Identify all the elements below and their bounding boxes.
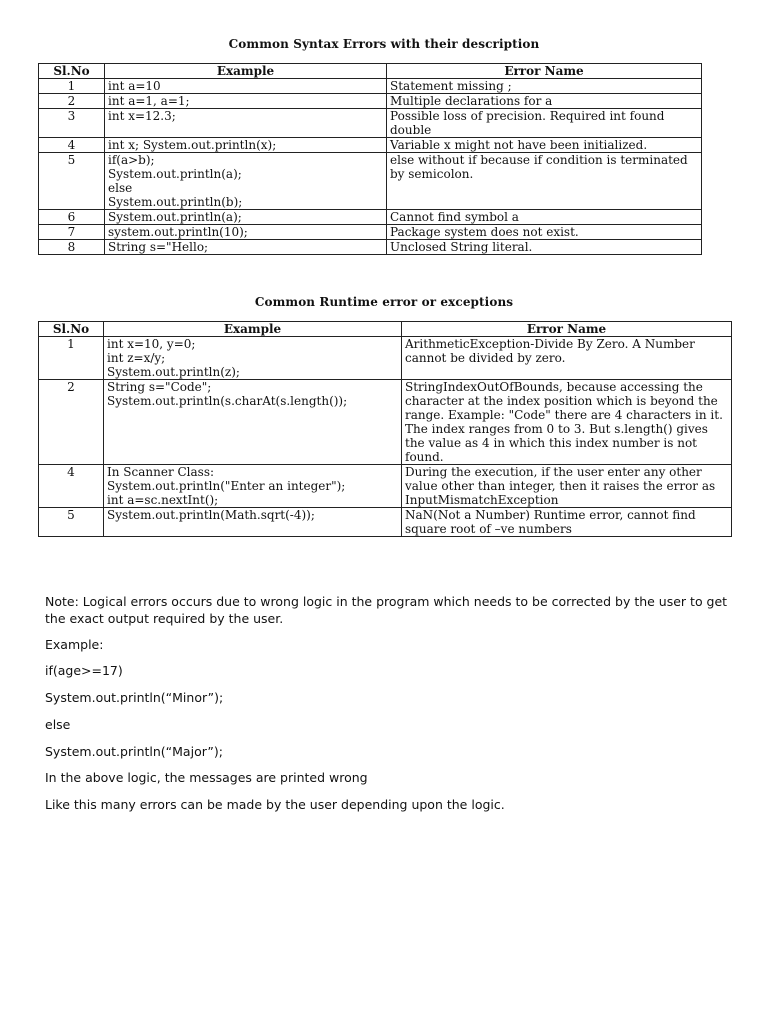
example-cell: system.out.println(10); — [105, 225, 387, 240]
sl-no-cell: 8 — [39, 240, 105, 255]
table-row — [39, 508, 732, 537]
table-row — [39, 153, 702, 210]
example-cell: int a=1, a=1; — [105, 94, 387, 109]
example-cell: String s="Hello; — [105, 240, 387, 255]
table-header-row — [39, 322, 732, 337]
table-row — [39, 210, 702, 225]
header-error-name: Error Name — [402, 322, 732, 337]
table-row — [39, 465, 732, 508]
example-label: Example: — [45, 637, 104, 652]
code-line-minor: System.out.println(“Minor”); — [45, 690, 224, 705]
sl-no-cell: 6 — [39, 210, 105, 225]
logical-errors-note: Note: Logical errors occurs due to wrong logic in the program which needs to be corrected by the user to get the exact output required by the user. — [45, 594, 728, 626]
table-row — [39, 94, 702, 109]
code-line-major: System.out.println(“Major”); — [45, 744, 223, 759]
sl-no-cell: 1 — [39, 79, 105, 94]
example-cell: int a=10 — [105, 79, 387, 94]
code-line-if: if(age>=17) — [45, 663, 123, 678]
table-row — [39, 138, 702, 153]
example-cell: System.out.println(Math.sqrt(-4)); — [104, 508, 402, 537]
sl-no-cell: 4 — [39, 138, 105, 153]
error-name-cell: ArithmeticException-Divide By Zero. A Number cannot be divided by zero. — [402, 337, 732, 380]
header-example: Example — [104, 322, 402, 337]
table-row — [39, 225, 702, 240]
sl-no-cell: 7 — [39, 225, 105, 240]
sl-no-cell: 5 — [39, 153, 105, 210]
runtime-errors-heading: Common Runtime error or exceptions — [254, 295, 514, 309]
error-name-cell: Package system does not exist. — [387, 225, 702, 240]
code-line-else: else — [45, 717, 71, 732]
error-name-cell: else without if because if condition is terminated by semicolon. — [387, 153, 702, 210]
sl-no-cell: 5 — [39, 508, 104, 537]
example-cell: int x=10, y=0; int z=x/y; System.out.println(z); — [104, 337, 402, 380]
sl-no-cell: 2 — [39, 94, 105, 109]
runtime-errors-table — [38, 321, 732, 537]
table-row — [39, 337, 732, 380]
table-row — [39, 240, 702, 255]
table-row — [39, 79, 702, 94]
error-name-cell: StringIndexOutOfBounds, because accessing the character at the index position which is beyond the range. Example: "Code" there are 4 characters in it. The index ranges from 0 to 3. But s.length() gives the value as 4 in which this index number is not found. — [402, 380, 732, 465]
syntax-errors-table — [38, 63, 702, 255]
sl-no-cell: 1 — [39, 337, 104, 380]
error-name-cell: Unclosed String literal. — [387, 240, 702, 255]
example-cell: System.out.println(a); — [105, 210, 387, 225]
sl-no-cell: 2 — [39, 380, 104, 465]
table-header-row — [39, 64, 702, 79]
explanation-text: In the above logic, the messages are printed wrong — [45, 770, 368, 785]
example-cell: if(a>b); System.out.println(a); else System.out.println(b); — [105, 153, 387, 210]
sl-no-cell: 4 — [39, 465, 104, 508]
syntax-errors-heading: Common Syntax Errors with their description — [228, 37, 540, 51]
example-cell: int x; System.out.println(x); — [105, 138, 387, 153]
closing-text: Like this many errors can be made by the user depending upon the logic. — [45, 797, 505, 812]
error-name-cell: Possible loss of precision. Required int found double — [387, 109, 702, 138]
header-example: Example — [105, 64, 387, 79]
sl-no-cell: 3 — [39, 109, 105, 138]
example-cell: In Scanner Class: System.out.println("Enter an integer"); int a=sc.nextInt(); — [104, 465, 402, 508]
table-row — [39, 380, 732, 465]
error-name-cell: NaN(Not a Number) Runtime error, cannot find square root of –ve numbers — [402, 508, 732, 537]
header-sl-no: Sl.No — [39, 64, 105, 79]
example-cell: String s="Code"; System.out.println(s.charAt(s.length()); — [104, 380, 402, 465]
error-name-cell: Variable x might not have been initialized. — [387, 138, 702, 153]
error-name-cell: Cannot find symbol a — [387, 210, 702, 225]
error-name-cell: Multiple declarations for a — [387, 94, 702, 109]
header-error-name: Error Name — [387, 64, 702, 79]
error-name-cell: During the execution, if the user enter any other value other than integer, then it raises the error as InputMismatchException — [402, 465, 732, 508]
header-sl-no: Sl.No — [39, 322, 104, 337]
example-cell: int x=12.3; — [105, 109, 387, 138]
error-name-cell: Statement missing ; — [387, 79, 702, 94]
table-row — [39, 109, 702, 138]
